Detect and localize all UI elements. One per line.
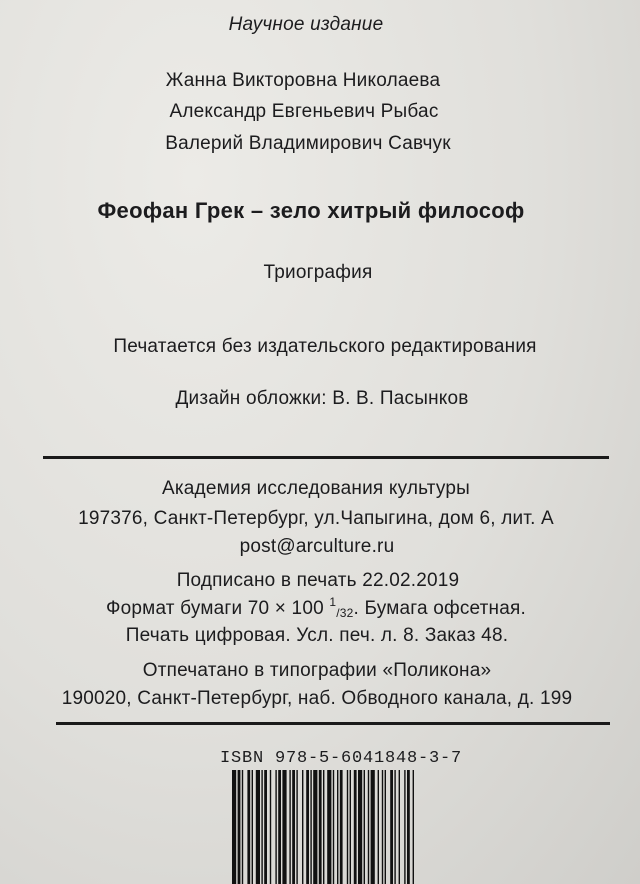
divider-bottom bbox=[56, 722, 610, 725]
barcode-bar bbox=[261, 770, 262, 884]
barcode-bar bbox=[413, 770, 414, 884]
barcode-bar bbox=[313, 770, 317, 884]
barcode-bar bbox=[296, 770, 297, 884]
barcode-bar bbox=[378, 770, 379, 884]
barcode-bar bbox=[323, 770, 324, 884]
barcode-bar bbox=[371, 770, 375, 884]
barcode-bar bbox=[264, 770, 267, 884]
barcode-bar bbox=[256, 770, 260, 884]
series-label: Научное издание bbox=[228, 14, 384, 35]
barcode-bar bbox=[275, 770, 276, 884]
barcode-bar bbox=[282, 770, 286, 884]
barcode-bar bbox=[252, 770, 253, 884]
printing-details: Печать цифровая. Усл. печ. л. 8. Заказ 48. bbox=[125, 625, 509, 646]
publisher-email: post@arculture.ru bbox=[239, 536, 395, 557]
barcode-bar bbox=[407, 770, 410, 884]
barcode-bar bbox=[404, 770, 405, 884]
barcode-bar bbox=[319, 770, 322, 884]
printer-name: Отпечатано в типографии «Поликона» bbox=[142, 660, 492, 681]
barcode-bar bbox=[354, 770, 357, 884]
barcode-bar bbox=[247, 770, 250, 884]
paper-format-fraction bbox=[329, 595, 354, 620]
barcode-bar bbox=[347, 770, 348, 884]
barcode-bar bbox=[238, 770, 241, 884]
printer-address: 190020, Санкт-Петербург, наб. Обводного канала, д. 199 bbox=[61, 688, 573, 709]
paper-format-suffix: . Бумага офсетная. bbox=[353, 598, 526, 619]
barcode-bar bbox=[337, 770, 338, 884]
barcode-bar bbox=[289, 770, 290, 884]
author-name: Жанна Викторовна Николаева bbox=[165, 70, 441, 91]
barcode-bar bbox=[302, 770, 303, 884]
barcode-bar bbox=[368, 770, 369, 884]
barcode-bar bbox=[278, 770, 281, 884]
barcode-image bbox=[232, 770, 458, 884]
divider-top bbox=[43, 456, 609, 459]
fraction-numerator: 1 bbox=[329, 595, 337, 609]
barcode-bar bbox=[394, 770, 395, 884]
editing-note: Печатается без издательского редактирования bbox=[113, 336, 537, 357]
barcode-bar bbox=[399, 770, 400, 884]
isbn-number: ISBN 978-5-6041848-3-7 bbox=[220, 749, 463, 768]
barcode-bar bbox=[242, 770, 243, 884]
paper-format bbox=[0, 595, 636, 620]
barcode-bar bbox=[390, 770, 393, 884]
book-title: Феофан Грек – зело хитрый философ bbox=[97, 198, 525, 223]
cover-design-credit: Дизайн обложки: В. В. Пасынков bbox=[175, 388, 469, 409]
barcode-bar bbox=[327, 770, 331, 884]
publisher-name: Академия исследования культуры bbox=[161, 478, 471, 499]
barcode-bar bbox=[333, 770, 334, 884]
barcode-bar bbox=[232, 770, 236, 884]
author-name: Валерий Владимирович Савчук bbox=[165, 133, 451, 154]
barcode-bar bbox=[310, 770, 311, 884]
paper-format-prefix: Формат бумаги 70 × 100 bbox=[106, 598, 324, 619]
barcode-bar bbox=[340, 770, 343, 884]
book-genre: Триография bbox=[263, 262, 373, 283]
signed-to-print: Подписано в печать 22.02.2019 bbox=[176, 570, 460, 591]
barcode-bar bbox=[385, 770, 386, 884]
barcode-bar bbox=[270, 770, 271, 884]
barcode-bar bbox=[306, 770, 309, 884]
barcode-bar bbox=[358, 770, 362, 884]
author-name: Александр Евгеньевич Рыбас bbox=[169, 101, 439, 122]
publisher-address: 197376, Санкт-Петербург, ул.Чапыгина, дом 6, лит. А bbox=[78, 508, 554, 529]
barcode-bar bbox=[350, 770, 351, 884]
fraction-denominator: /32 bbox=[336, 606, 354, 620]
barcode-bar bbox=[292, 770, 295, 884]
barcode-bar bbox=[364, 770, 365, 884]
barcode-bar bbox=[382, 770, 383, 884]
